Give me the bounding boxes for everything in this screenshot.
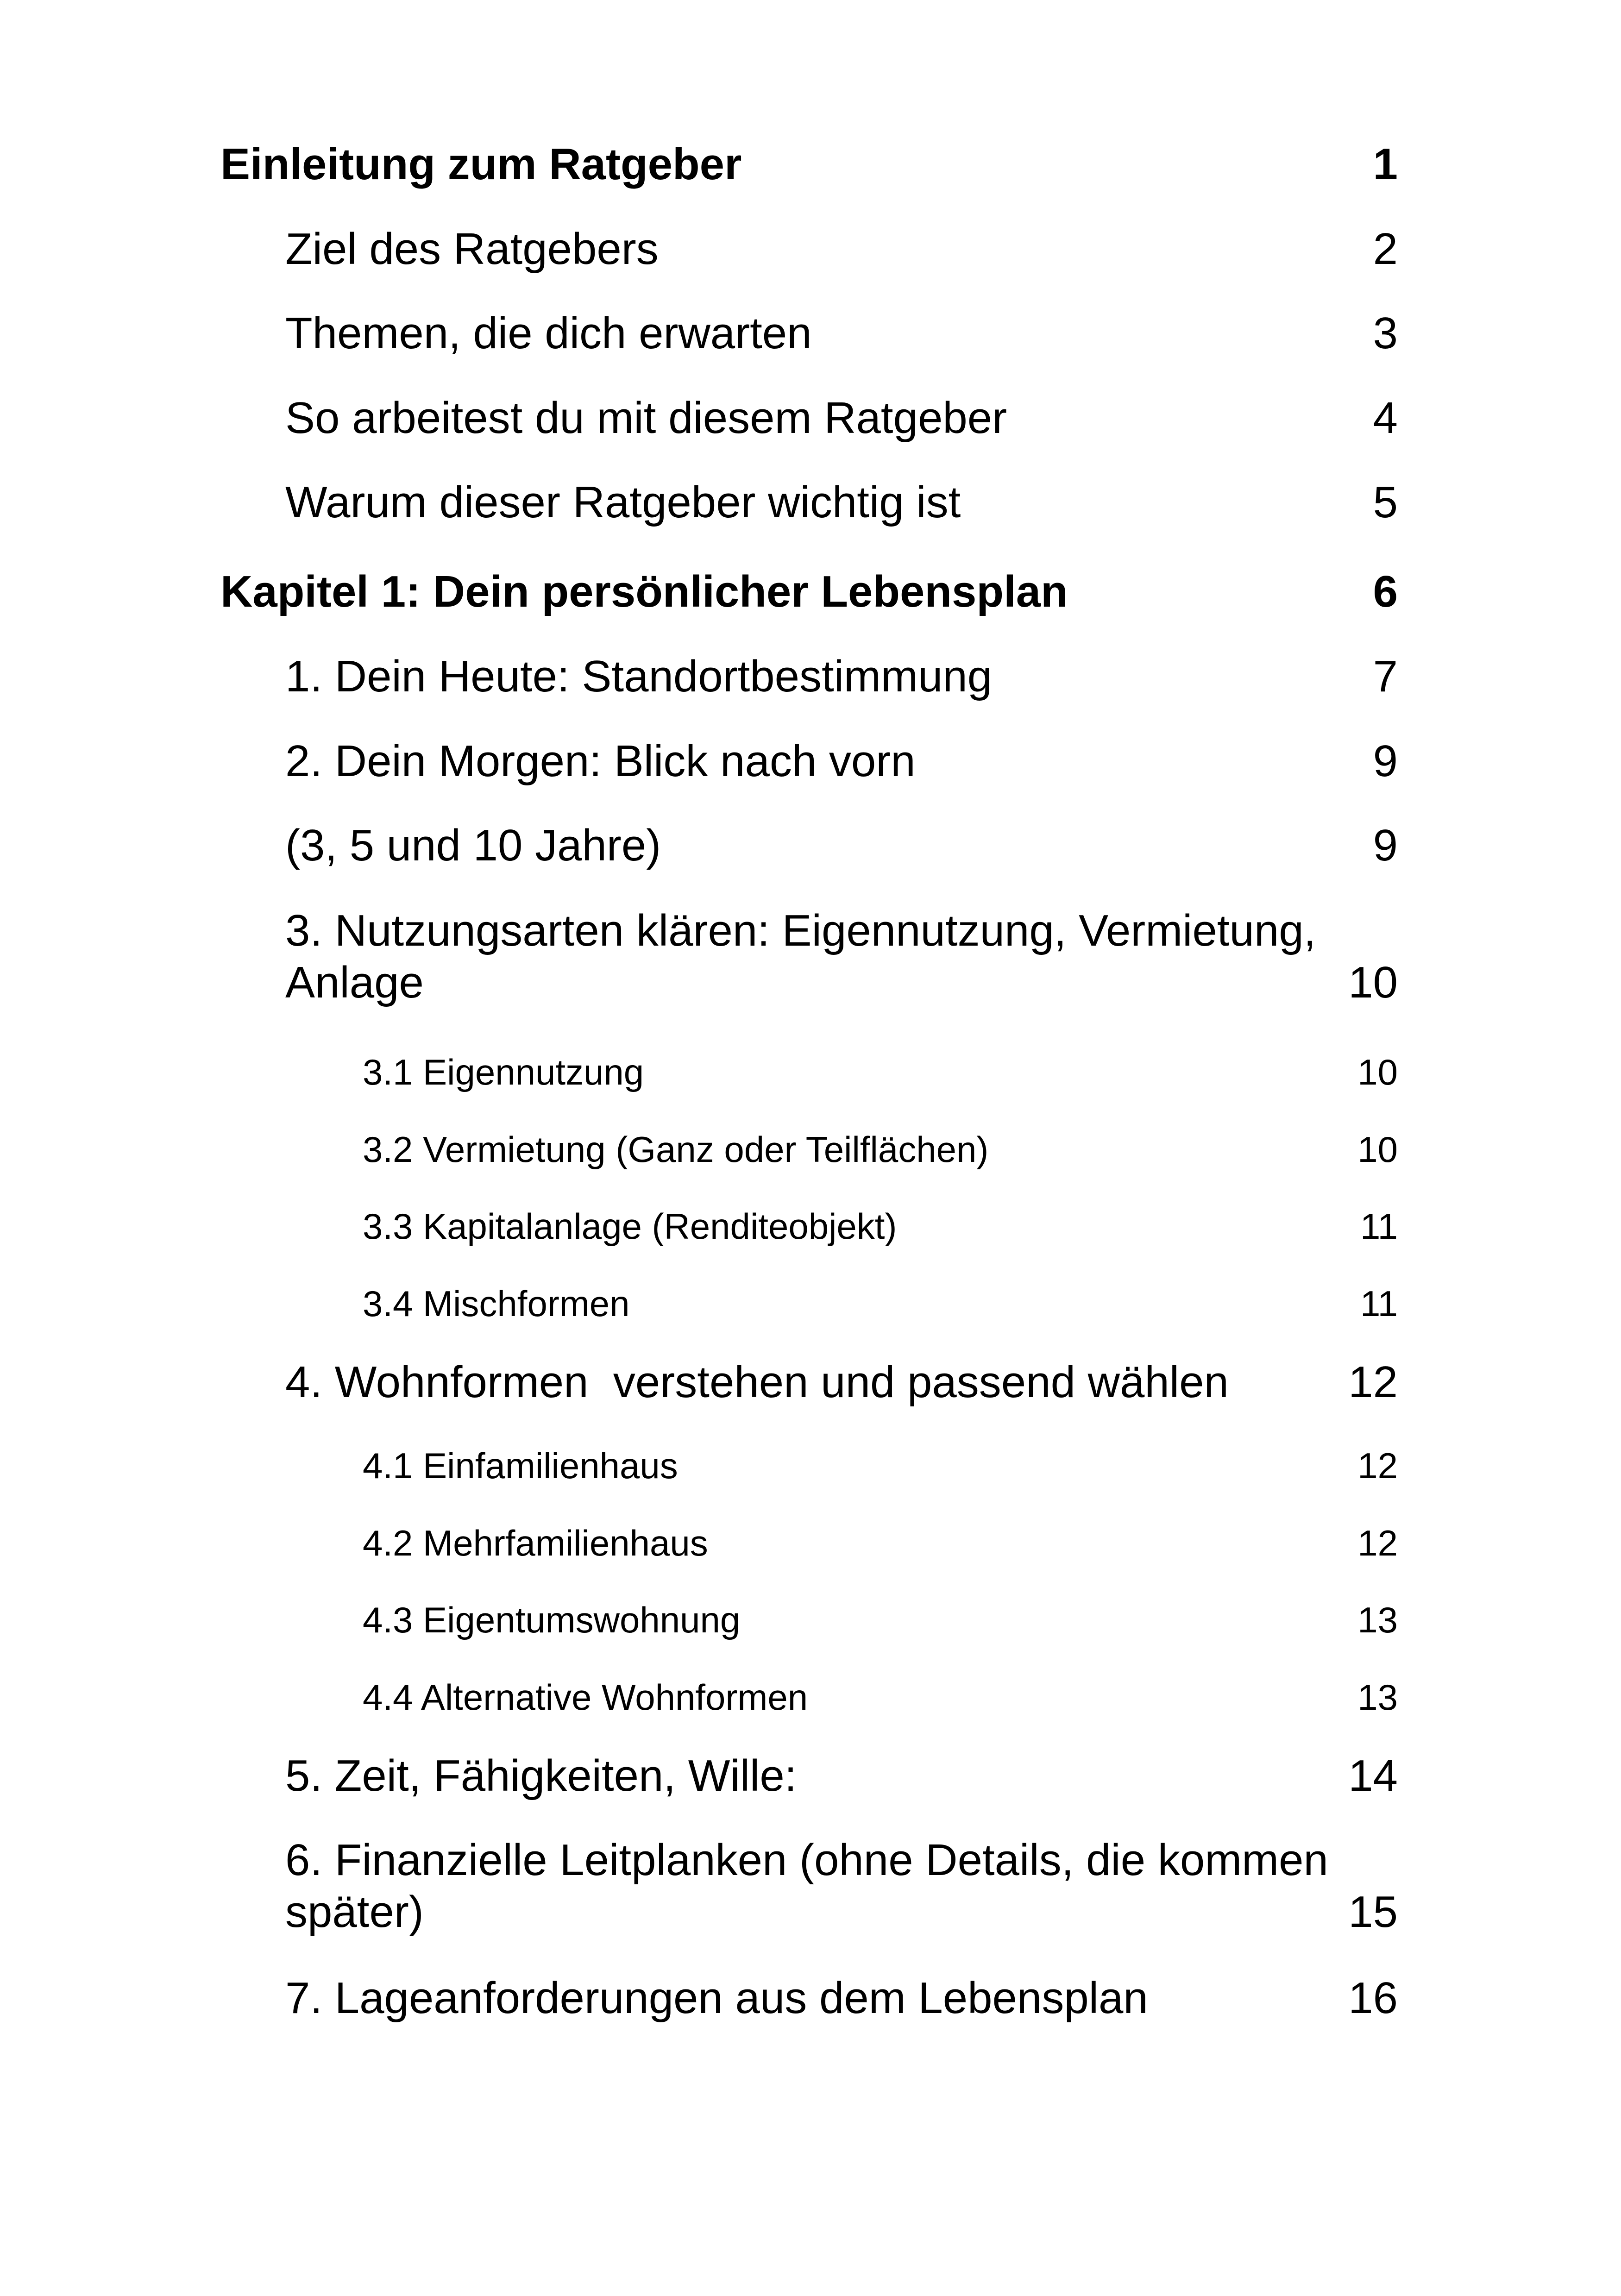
toc-entry-label: 3. Nutzungsarten klären: Eigennutzung, Vermietung, — [285, 906, 1316, 955]
toc-entry-label: (3, 5 und 10 Jahre) — [285, 821, 661, 870]
toc-entry-label: 4.3 Eigentumswohnung — [363, 1600, 741, 1640]
toc-entry-label: Warum dieser Ratgeber wichtig ist — [285, 477, 961, 527]
toc-entry — [285, 477, 1398, 528]
toc-entry-label: 3.2 Vermietung (Ganz oder Teilflächen) — [363, 1129, 989, 1170]
toc-entry-label: 2. Dein Morgen: Blick nach vorn — [285, 736, 916, 786]
toc-entry-page: 14 — [1348, 1751, 1398, 1800]
toc-entry — [285, 820, 1398, 871]
toc-entry-label: 3.3 Kapitalanlage (Renditeobjekt) — [363, 1206, 897, 1247]
toc-entry-page: 6 — [1373, 567, 1398, 616]
toc-entry — [363, 1676, 1398, 1719]
toc-entry-page: 7 — [1373, 652, 1398, 701]
toc-entry — [363, 1522, 1398, 1564]
toc-entry-page: 12 — [1348, 1357, 1398, 1407]
toc-entry-label-continued: später) — [285, 1887, 424, 1937]
toc-entry-label: Themen, die dich erwarten — [285, 308, 812, 358]
toc-entry — [285, 905, 1398, 1008]
toc-entry-page: 16 — [1348, 1973, 1398, 2023]
toc-entry-label: 1. Dein Heute: Standortbestimmung — [285, 652, 993, 701]
toc-entry-page: 10 — [1357, 1129, 1398, 1170]
toc-entry-page: 2 — [1373, 224, 1398, 274]
toc-entry — [285, 393, 1398, 444]
toc-entry-page: 13 — [1357, 1677, 1398, 1718]
toc-entry-page: 4 — [1373, 393, 1398, 443]
toc-entry-page: 10 — [1357, 1052, 1398, 1092]
toc-entry-label: Einleitung zum Ratgeber — [220, 139, 742, 189]
toc-entry-page: 11 — [1360, 1283, 1398, 1324]
toc-entry-label: 3.4 Mischformen — [363, 1283, 630, 1324]
toc-entry — [285, 308, 1398, 359]
toc-entry-label: 4.1 Einfamilienhaus — [363, 1445, 678, 1486]
toc-entry-label: So arbeitest du mit diesem Ratgeber — [285, 393, 1007, 443]
toc-entry-label: 5. Zeit, Fähigkeiten, Wille: — [285, 1751, 797, 1800]
toc-entry-label: 4.2 Mehrfamilienhaus — [363, 1523, 708, 1563]
toc-entry-label: 7. Lageanforderungen aus dem Lebensplan — [285, 1973, 1148, 2023]
toc-entry — [363, 1445, 1398, 1487]
toc-entry — [220, 139, 1398, 190]
toc-entry — [363, 1051, 1398, 1093]
toc-entry-page: 11 — [1360, 1206, 1398, 1247]
toc-entry-label-continued: Anlage — [285, 958, 424, 1007]
toc-entry-label: 4. Wohnformen verstehen und passend wählen — [285, 1357, 1229, 1407]
toc-entry-label: 4.4 Alternative Wohnformen — [363, 1677, 808, 1718]
toc-entry-page: 5 — [1373, 477, 1398, 527]
toc-entry-page: 1 — [1373, 139, 1398, 189]
toc-entry — [220, 566, 1398, 617]
toc-entry-page: 9 — [1373, 821, 1398, 870]
toc-entry — [285, 1973, 1398, 2024]
toc-entry — [285, 1835, 1398, 1938]
toc-entry-label: Ziel des Ratgebers — [285, 224, 659, 274]
toc-entry-page: 12 — [1357, 1523, 1398, 1563]
toc-entry-page: 9 — [1373, 736, 1398, 786]
toc-entry — [285, 1357, 1398, 1408]
toc-entry-label: 6. Finanzielle Leitplanken (ohne Details, die kommen — [285, 1835, 1328, 1885]
toc-entry — [363, 1129, 1398, 1171]
toc-entry-page: 10 — [1348, 958, 1398, 1007]
toc-entry — [285, 736, 1398, 787]
toc-entry-page: 15 — [1348, 1887, 1398, 1937]
toc-entry — [363, 1599, 1398, 1641]
toc-entry — [285, 1750, 1398, 1801]
toc-entry — [363, 1205, 1398, 1248]
toc-entry — [285, 224, 1398, 275]
toc-entry-page: 13 — [1357, 1600, 1398, 1640]
toc-entry-page: 3 — [1373, 308, 1398, 358]
toc-entry — [285, 651, 1398, 702]
toc-entry-label: Kapitel 1: Dein persönlicher Lebensplan — [220, 567, 1068, 616]
toc-entry-label: 3.1 Eigennutzung — [363, 1052, 644, 1092]
toc-entry — [363, 1283, 1398, 1325]
toc-entry-page: 12 — [1357, 1445, 1398, 1486]
